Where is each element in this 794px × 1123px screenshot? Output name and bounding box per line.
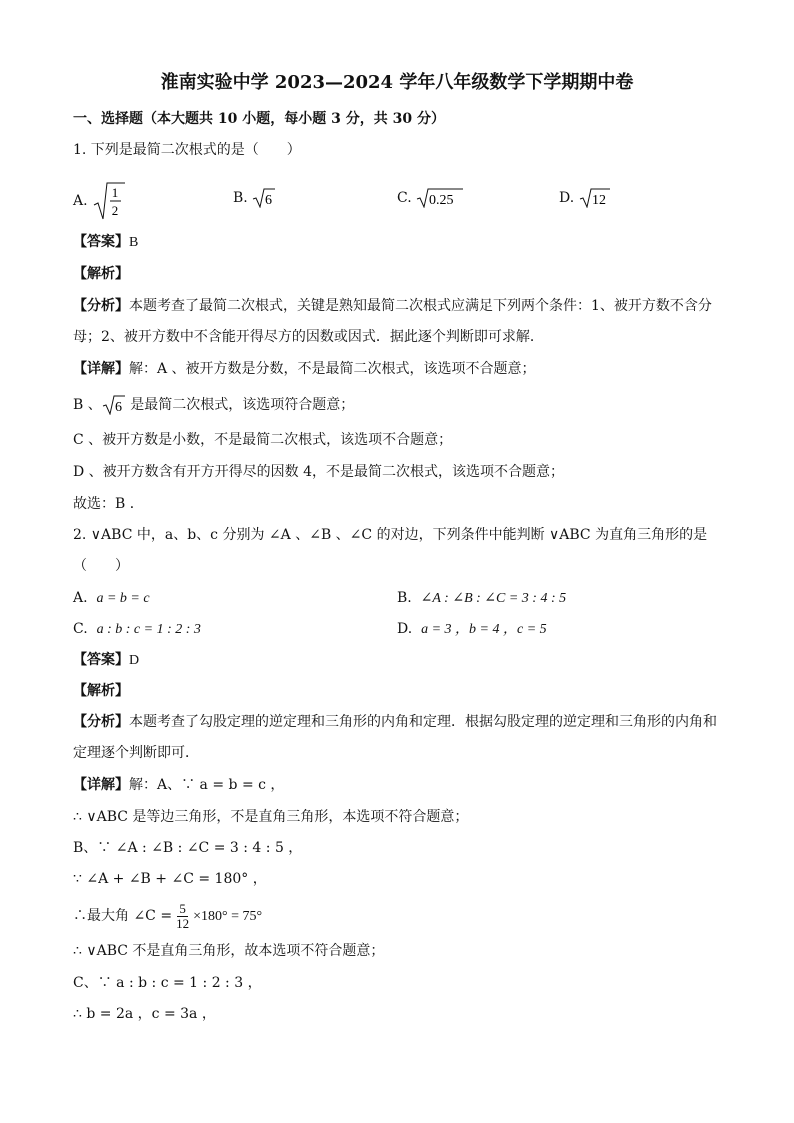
q1-option-a [73,181,126,221]
detail-prefix: ∴最大角 ∠C = [73,908,173,924]
q1-answer [73,233,138,252]
q1-option-d [559,188,611,208]
q1-option-b [233,188,276,208]
question-2-stem-line-1: 2. ∨ABC 中，a、b、c 分别为 ∠A 、∠B 、∠C 的对边，下列条件中能判断 ∨ABC 为直角三角形的是 [73,527,708,543]
q2-option-b [397,589,566,608]
fenxi-text: 本题考查了勾股定理的逆定理和三角形的内角和定理．根据勾股定理的逆定理和三角形的内角和 [129,714,717,730]
q2-fenxi-line-1 [73,713,717,731]
option-label: D. [397,621,413,637]
q1-detail-line-3: C 、被开方数是小数，不是最简二次根式，该选项不合题意； [73,432,453,448]
detail-tag: 【详解】 [73,361,129,377]
fenxi-text: 本题考查了最简二次根式，关键是熟知最简二次根式应满足下列两个条件：1、被开方数不含分 [129,298,712,314]
q2-detail-line-8: ∴ b = 2a ，c = 3a ， [73,1006,216,1022]
option-label: B. [233,190,248,206]
sqrt-icon [252,188,276,208]
q1-detail-line-4: D 、被开方数含有开方开得尽的因数 4，不是最简二次根式，该选项不合题意； [73,464,565,480]
radicand: 12 [591,193,606,208]
detail-prefix: B 、 [73,397,102,413]
q2-answer [73,651,139,670]
detail-text: ×180° = 75° [193,909,263,924]
q1-detail-line-1 [73,360,536,378]
radicand: 6 [114,400,122,415]
fraction-denominator: 2 [111,203,119,218]
question-2-stem-line-2: （ ） [73,558,129,574]
q2-detail-line-5 [73,896,262,937]
q1-detail-line-5: 故选：B ． [73,496,144,512]
fraction [174,902,191,931]
fraction-numerator: 1 [111,185,119,200]
q2-detail-line-7: C、∵ a : b : c = 1 : 2 : 3 ， [73,975,262,991]
option-label: B. [397,590,412,606]
q2-option-c [73,620,201,639]
q1-fenxi-line-1 [73,297,712,315]
q2-detail-line-3: B、∵ ∠A : ∠B : ∠C = 3 : 4 : 5 ， [73,840,303,856]
q2-detail-line-1 [73,776,284,794]
page-title: 淮南实验中学 2023—2024 学年八年级数学下学期期中卷 [160,72,634,93]
detail-text: 解：A、∵ a = b = c ， [129,777,285,793]
answer-tag: 【答案】 [73,234,129,250]
answer-tag: 【答案】 [73,652,129,668]
option-text: a = b = c [96,591,150,606]
option-label: C. [73,621,88,637]
fraction-numerator: 5 [179,900,186,916]
radicand: 6 [265,193,273,208]
fenxi-tag: 【分析】 [73,714,129,730]
option-label: A. [73,193,88,209]
question-1-stem: 1. 下列是最简二次根式的是（ ） [73,142,301,158]
option-label: A. [73,590,88,606]
answer-value: B [129,235,139,250]
q1-detail-line-2 [73,395,354,415]
option-label: C. [397,190,412,206]
q2-detail-line-4: ∵ ∠A + ∠B + ∠C = 180° ， [73,871,267,887]
detail-tag: 【详解】 [73,777,129,793]
sqrt-icon [579,188,611,208]
fraction-denominator: 12 [176,915,190,931]
section-heading: 一、选择题（本大题共 10 小题，每小题 3 分，共 30 分） [73,111,445,127]
sqrt-icon [416,188,464,208]
q1-option-c [397,188,464,208]
option-text: ∠A : ∠B : ∠C = 3 : 4 : 5 [420,591,567,606]
q2-fenxi-line-2: 定理逐个判断即可． [73,745,199,761]
q2-detail-line-2: ∴ ∨ABC 是等边三角形，不是直角三角形，本选项不符合题意； [73,809,469,825]
sqrt-fraction-icon [92,181,126,221]
fenxi-tag: 【分析】 [73,298,129,314]
q2-option-a [73,589,150,608]
answer-value: D [129,653,140,668]
q1-analysis-tag: 【解析】 [73,266,129,282]
option-label: D. [559,190,575,206]
q2-detail-line-6: ∴ ∨ABC 不是直角三角形，故本选项不符合题意； [73,943,385,959]
detail-text: 是最简二次根式，该选项符合题意； [125,397,355,413]
q2-analysis-tag: 【解析】 [73,683,129,699]
sqrt-icon [102,395,126,415]
q2-option-d [397,620,547,639]
detail-text: 解：A 、被开方数是分数，不是最简二次根式，该选项不合题意； [129,361,536,377]
q1-fenxi-line-2: 母；2、被开方数中不含能开得尽方的因数或因式．据此逐个判断即可求解． [73,329,544,345]
option-text: a : b : c = 1 : 2 : 3 [96,622,201,637]
option-text: a = 3 ，b = 4 ，c = 5 [421,622,547,637]
radicand: 0.25 [429,193,454,208]
